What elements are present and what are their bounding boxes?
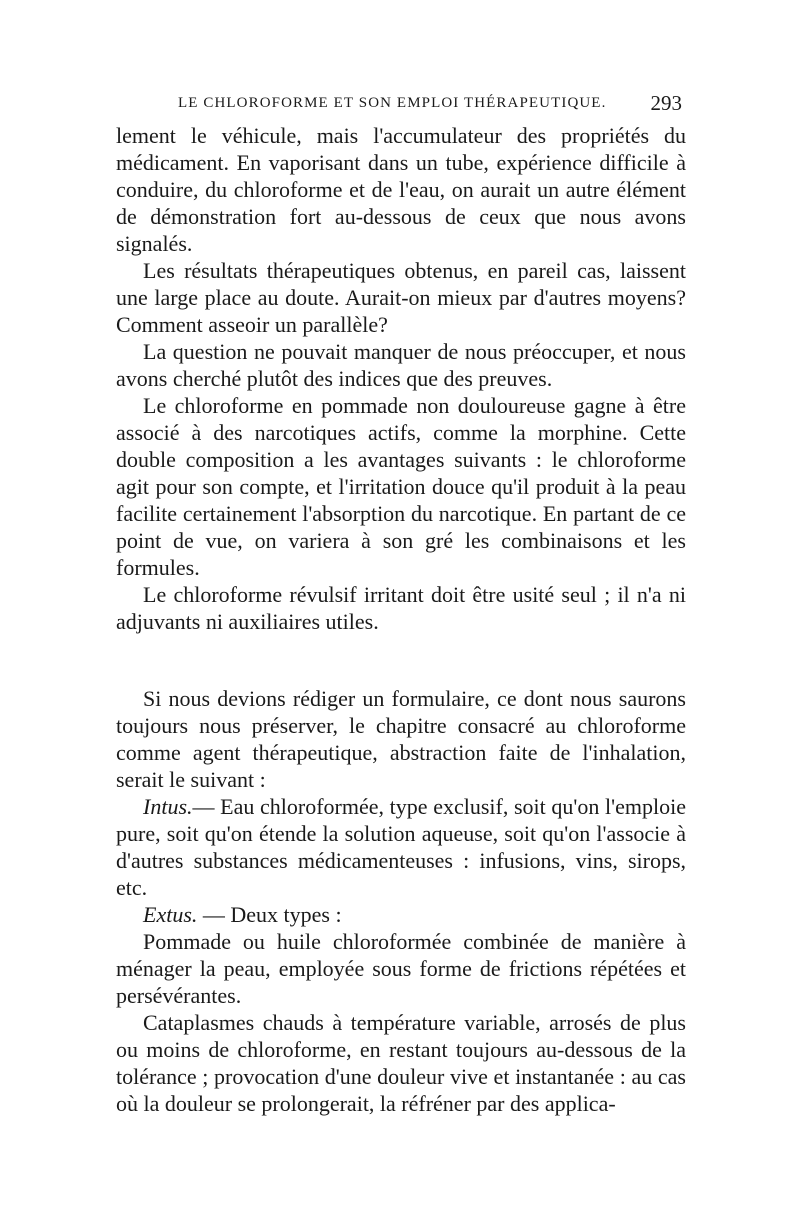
extus-label: Extus. <box>143 902 198 927</box>
paragraph: Le chloroforme en pommade non douloureuse gagne à être associé à des narcotiques actifs, comme la morphine. Cette double composition a les avantages suivants : le chloroforme agit pour son compte, et l'irritation douce qu'il produit à la peau facilite certainement l'absorption du narcotique. En partant de ce point de vue, on variera à son gré les combinaisons et les formules. <box>116 393 686 580</box>
extus-paragraph <box>116 901 686 928</box>
paragraph: Le chloroforme révulsif irritant doit être usité seul ; il n'a ni adjuvants ni auxiliaires utiles. <box>116 582 686 634</box>
extus-text: — Deux types : <box>202 902 342 927</box>
running-header <box>178 91 682 119</box>
page-number: 293 <box>650 91 682 115</box>
type-paragraph: Cataplasmes chauds à température variable, arrosés de plus ou moins de chloroforme, en restant toujours au-dessous de la tolérance ; provocation d'une douleur vive et instantanée : au cas où la douleur se prolongerait, la réfréner par des applica- <box>116 1010 686 1116</box>
intus-label: Intus. <box>143 794 193 819</box>
intus-paragraph <box>116 793 686 901</box>
paragraph: La question ne pouvait manquer de nous préoccuper, et nous avons cherché plutôt des indices que des preuves. <box>116 339 686 391</box>
paragraph: Les résultats thérapeutiques obtenus, en pareil cas, laissent une large place au doute. Aurait-on mieux par d'autres moyens? Comment asseoir un parallèle? <box>116 258 686 337</box>
intus-text: — Eau chloroformée, type exclusif, soit qu'on l'emploie pure, soit qu'on étende la solution aqueuse, soit qu'on l'associe à d'autres substances médicamenteuses : infusions, vins, sirops, etc. <box>116 794 686 900</box>
running-title: LE CHLOROFORME ET SON EMPLOI THÉRAPEUTIQUE. <box>178 95 607 111</box>
paragraph: Si nous devions rédiger un formulaire, ce dont nous saurons toujours nous préserver, le chapitre consacré au chloroforme comme agent thérapeutique, abstraction faite de l'inhalation, serait le suivant : <box>116 686 686 792</box>
page-body <box>116 122 686 1117</box>
paragraph: lement le véhicule, mais l'accumulateur des propriétés du médicament. En vaporisant dans un tube, expérience difficile à conduire, du chloroforme et de l'eau, on aurait un autre élément de démonstration fort au-dessous de ceux que nous avons signalés. <box>116 123 686 256</box>
type-paragraph: Pommade ou huile chloroformée combinée de manière à ménager la peau, employée sous forme de frictions répétées et persévérantes. <box>116 929 686 1008</box>
